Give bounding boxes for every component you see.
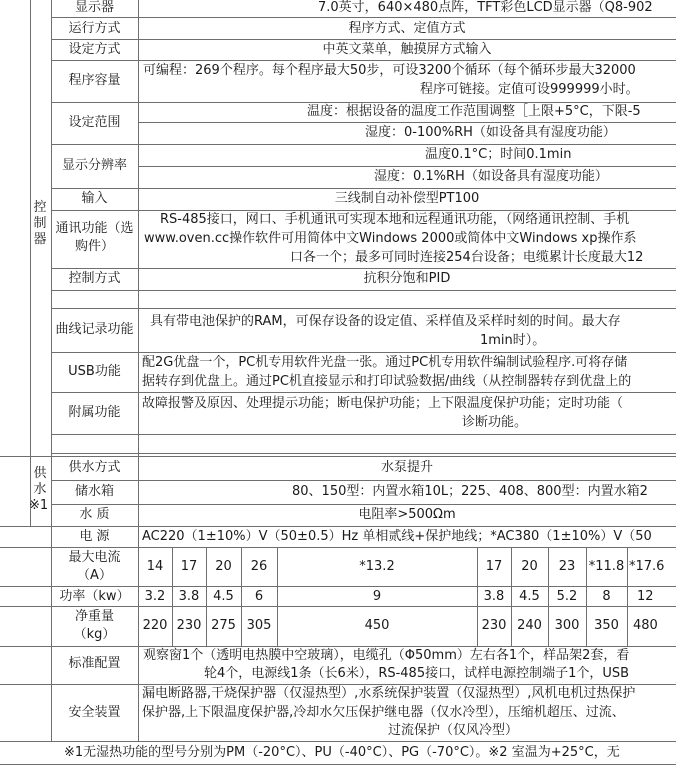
run-mode-value: 程序方式、定值方式 xyxy=(348,21,466,36)
group-label-char: ※1 xyxy=(29,498,49,513)
net-weight-cell: 220 xyxy=(142,618,168,633)
power-supply-value: AC220（1±10%）V（50±0.5）Hz 单相贰线+保护地线；*AC380（1±10%）V（50 xyxy=(142,529,652,544)
control-mode-value: 抗积分饱和PID xyxy=(363,271,451,286)
net-weight-cell: 275 xyxy=(211,618,236,633)
usb-line2: 据转存到优盘上。通过PC机直接显示和打印试验数据/曲线（从控制器转存到优盘上的 xyxy=(142,374,632,389)
row-label-run-mode: 运行方式 xyxy=(68,21,121,36)
row-label-standard-config: 标准配置 xyxy=(68,656,121,671)
comms-line1: RS-485接口，网口、手机通讯可实现本地和远程通讯功能，（网络通讯控制、手机 xyxy=(160,212,630,227)
row-divider xyxy=(138,166,676,167)
group-label-water xyxy=(29,466,49,514)
max-current-cell: 20 xyxy=(215,559,232,574)
row-label-tank: 储水箱 xyxy=(74,484,114,499)
max-current-cell: 14 xyxy=(146,559,164,574)
row-divider xyxy=(51,434,676,435)
net-weight-cell: 480 xyxy=(633,618,658,633)
row-divider xyxy=(51,102,676,103)
max-current-cell: 17 xyxy=(180,559,198,574)
row-divider xyxy=(51,290,676,291)
setting-range-line1: 温度：根据设备的温度工作范围调整［上限+5°C，下限-5 xyxy=(307,104,641,119)
row-label-max-current-2: （A） xyxy=(77,568,112,583)
row-label-power-supply: 电 源 xyxy=(79,529,110,544)
net-weight-cell: 350 xyxy=(594,618,619,633)
comms-line2: www.oven.cc操作软件可用简体中文Windows 2000或简体中文Windows xp操作系 xyxy=(144,231,637,246)
row-divider xyxy=(138,122,676,123)
power-kw-cell: 9 xyxy=(372,589,382,604)
row-divider xyxy=(0,646,676,647)
net-weight-cell: 450 xyxy=(364,618,390,633)
display-value: 7.0英寸，640×480点阵，TFT彩色LCD显示器（Q8-902 xyxy=(318,0,653,15)
power-kw-cell: 4.5 xyxy=(519,589,540,604)
row-divider xyxy=(0,586,676,587)
row-label-comms-2: 购件） xyxy=(74,239,114,254)
row-label-setting-range: 设定范围 xyxy=(68,115,121,130)
program-capacity-line2: 程序可链接。定值可设999999小时。 xyxy=(420,82,639,97)
group-label-controller xyxy=(33,200,47,248)
row-divider xyxy=(0,741,676,742)
row-label-usb: USB功能 xyxy=(68,364,121,379)
power-kw-cell: 4.5 xyxy=(213,589,234,604)
max-current-cell: 20 xyxy=(521,559,538,574)
row-divider xyxy=(0,456,676,457)
resolution-line2: 湿度：0.1%RH（如设备具有湿度功能） xyxy=(374,169,608,184)
standard-config-line2: 轮4个，电源线1条（长6米），RS-485接口，试样电源控制端子1个，USB xyxy=(204,666,630,681)
row-divider xyxy=(51,504,676,505)
row-divider xyxy=(51,39,676,40)
row-divider xyxy=(0,764,676,765)
row-divider xyxy=(51,480,676,481)
row-label-resolution: 显示分辨率 xyxy=(61,158,127,173)
power-kw-cell: 3.8 xyxy=(483,589,505,604)
group-label-char: 水 xyxy=(33,482,47,497)
power-kw-cell: 3.2 xyxy=(144,589,166,604)
setting-mode-value: 中英文菜单，触摸屏方式输入 xyxy=(322,42,492,57)
comms-line3: 口各一个；最多可同时连接254台设备；电缆累计长度最大12 xyxy=(290,250,644,265)
row-divider xyxy=(51,17,676,18)
net-weight-cell: 300 xyxy=(554,618,580,633)
row-divider xyxy=(51,392,676,393)
row-label-supply-mode: 供水方式 xyxy=(68,460,121,475)
row-label-comms-1: 通讯功能（选 xyxy=(55,221,134,236)
group-label-char: 供 xyxy=(33,466,47,481)
curve-record-line2: 1min时）。 xyxy=(480,333,546,348)
row-label-program-capacity: 程序容量 xyxy=(68,73,121,88)
program-capacity-line1: 可编程：269个程序。每个程序最大50步，可设3200个循环（每个循环步最大32000 xyxy=(143,63,636,78)
row-label-net-weight-1: 净重量 xyxy=(74,609,114,624)
group-label-char: 制 xyxy=(33,216,47,231)
accessory-line1: 故障报警及原因、处理提示功能；断电保护功能；上下限温度保护功能；定时功能（ xyxy=(142,396,624,411)
accessory-line2: 诊断功能。 xyxy=(462,415,528,430)
max-current-cell: 23 xyxy=(558,559,576,574)
row-divider xyxy=(51,144,676,145)
safety-line1: 漏电断路器,干烧保护器（仅湿热型）,水系统保护装置（仅湿热型）,风机电机过热保护 xyxy=(142,686,636,701)
row-label-curve-record: 曲线记录功能 xyxy=(55,322,134,337)
row-divider xyxy=(0,606,676,607)
col-divider xyxy=(627,547,628,646)
footnote: ※1无湿热功能的型号分别为PM（-20°C）、PU（-40°C）、PG（-70°C）。※2 室温为+25°C，无 xyxy=(64,745,620,760)
row-label-power-kw: 功率（kw） xyxy=(59,589,130,604)
net-weight-cell: 240 xyxy=(517,618,542,633)
input-value: 三线制自动补偿型PT100 xyxy=(334,191,480,206)
setting-range-line2: 湿度：0-100%RH（如设备具有湿度功能） xyxy=(365,125,616,140)
max-current-cell: *11.8 xyxy=(588,559,625,574)
row-divider xyxy=(51,188,676,189)
row-divider xyxy=(51,60,676,61)
row-divider xyxy=(0,526,676,527)
row-divider xyxy=(0,684,676,685)
safety-line2: 保护器,上下限温度保护器,冷却水欠压保护继电器（仅水冷型），压缩机超压、过流、 xyxy=(142,705,625,720)
row-label-quality: 水 质 xyxy=(79,507,110,522)
power-kw-cell: 8 xyxy=(602,589,611,604)
standard-config-line1: 观察窗1个（透明电热膜中空玻璃），电缆孔（Φ50mm）左右各1个，样品架2套，看 xyxy=(143,648,630,663)
col-divider xyxy=(30,0,31,526)
max-current-cell: 17 xyxy=(485,559,503,574)
supply-mode-value: 水泵提升 xyxy=(380,460,433,475)
row-label-display: 显示器 xyxy=(74,0,114,15)
safety-line3: 过流保护（仅风冷型） xyxy=(388,723,519,738)
group-label-char: 器 xyxy=(33,232,47,247)
net-weight-cell: 230 xyxy=(176,618,202,633)
power-kw-cell: 6 xyxy=(254,589,264,604)
row-divider xyxy=(51,352,676,353)
quality-value: 电阻率>500Ωm xyxy=(358,507,456,522)
net-weight-cell: 230 xyxy=(481,618,507,633)
max-current-cell: *13.2 xyxy=(359,559,395,574)
net-weight-cell: 305 xyxy=(246,618,272,633)
row-label-input: 输入 xyxy=(81,191,108,206)
tank-value: 80、150型：内置水箱10L；225、408、800型：内置水箱2 xyxy=(292,484,648,499)
power-kw-cell: 3.8 xyxy=(178,589,200,604)
row-label-max-current-1: 最大电流 xyxy=(68,550,121,565)
resolution-line1: 温度0.1°C；时间0.1min xyxy=(425,147,572,162)
row-divider xyxy=(51,210,676,211)
power-kw-cell: 5.2 xyxy=(556,589,578,604)
row-label-accessory: 附属功能 xyxy=(68,405,121,420)
max-current-cell: 26 xyxy=(250,559,268,574)
max-current-cell: *17.6 xyxy=(629,559,665,574)
row-divider xyxy=(51,268,676,269)
row-label-control-mode: 控制方式 xyxy=(68,271,121,286)
group-label-char: 控 xyxy=(33,200,47,215)
row-label-safety: 安全装置 xyxy=(68,705,121,720)
power-kw-cell: 12 xyxy=(637,589,654,604)
usb-line1: 配2G优盘一个，PC机专用软件光盘一张。通过PC机专用软件编制试验程序.可将存储 xyxy=(142,355,628,370)
row-divider xyxy=(0,547,676,548)
row-label-setting-mode: 设定方式 xyxy=(68,42,121,57)
row-divider xyxy=(51,308,676,309)
row-divider xyxy=(51,453,676,454)
curve-record-line1: 具有带电池保护的RAM，可保存设备的设定值、采样值及采样时刻的时间。最大存 xyxy=(150,314,621,329)
row-label-net-weight-2: （kg） xyxy=(73,627,116,642)
